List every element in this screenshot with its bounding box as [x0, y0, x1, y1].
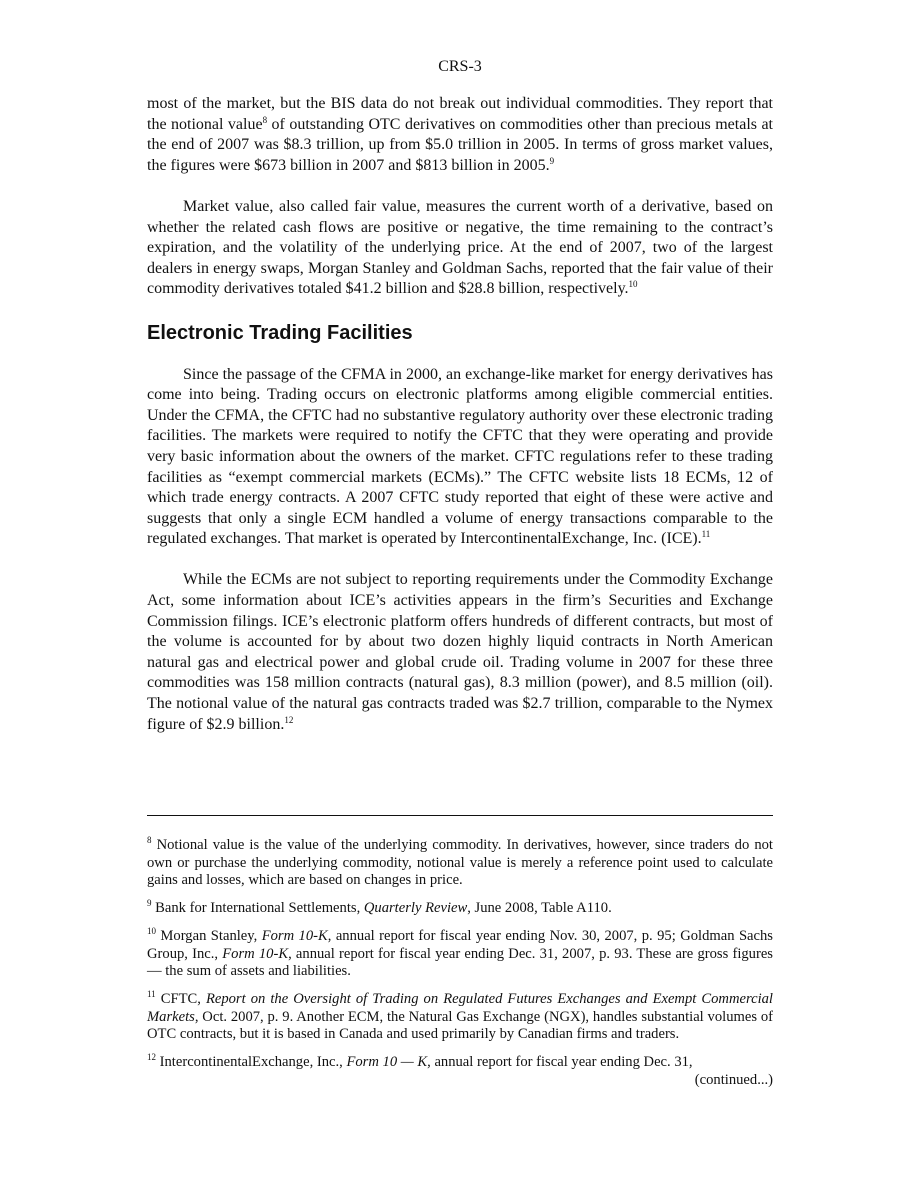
footnote-11: [147, 991, 773, 1044]
footnote-8-text: Notional value is the value of the underlying commodity. In derivatives, however, since traders do not own or purchase the underlying commodity, notional value is merely a reference point used to calculate gains and losses, which are based on changes in price.: [147, 837, 773, 888]
footnote-11-text-a: CFTC,: [155, 991, 206, 1007]
paragraph-1: [147, 94, 773, 176]
footnotes: [147, 837, 773, 1089]
footnote-10-number: 10: [147, 926, 156, 936]
footnote-11-title: Report on the Oversight of Trading on Regulated Futures Exchanges and Exempt Commercial Markets: [147, 991, 773, 1025]
footnote-ref-9[interactable]: 9: [549, 155, 555, 166]
footnote-10-text-b: , annual report for fiscal year ending Nov. 30, 2007, p. 95; Goldman Sachs Group, Inc.,: [147, 928, 773, 962]
footnote-12-text-b: , annual report for fiscal year ending Dec. 31,: [427, 1054, 693, 1070]
paragraph-3-text: Since the passage of the CFMA in 2000, an exchange-like market for energy derivatives has come into being. Trading occurs on electronic platforms among eligible commercial entities. Under the CFMA, the CFTC had no substantive regulatory authority over these electronic trading facilities. The markets were required to notify the CFTC that they were operating and provide very basic information about the owners of the market. CFTC regulations refer to these trading facilities as “exempt commercial markets (ECMs).” The CFTC website lists 18 ECMs, 12 of which trade energy contracts. A 2007 CFTC study reported that eight of these were active and suggests that only a single ECM handled a volume of energy transactions comparable to the regulated exchanges. That market is operated by IntercontinentalExchange, Inc. (ICE).: [147, 365, 773, 548]
paragraph-4: [147, 570, 773, 735]
body-text: [147, 94, 773, 756]
footnote-9-title: Quarterly Review: [363, 900, 468, 916]
paragraph-1-text-b: of outstanding OTC derivatives on commodities other than precious metals at the end of 2007 was $8.3 trillion, up from $5.0 trillion in 2005. In terms of gross market values, the figures were $673 billion in 2007 and $813 billion in 2005.: [147, 115, 774, 174]
paragraph-4-text: While the ECMs are not subject to reporting requirements under the Commodity Exchange Act, some information about ICE’s activities appears in the firm’s Securities and Exchange Commission filings. ICE’s electronic platform offers hundreds of different contracts, but most of the volume is accounted for by about two dozen highly liquid contracts in North American natural gas and electrical power and global crude oil. Trading volume in 2007 for these three commodities was 158 million contracts (natural gas), 8.3 million (power), and 8.5 million (oil). The notional value of the natural gas contracts traded was $2.7 trillion, comparable to the Nymex figure of $2.9 billion.: [147, 571, 773, 733]
footnote-9-text-b: , June 2008, Table A110.: [467, 900, 612, 916]
footnote-11-text-b: , Oct. 2007, p. 9. Another ECM, the Natural Gas Exchange (NGX), handles substantial volumes of OTC contracts, but it is based in Canada and used primarily by Canadian firms and traders.: [147, 1008, 773, 1042]
section-heading: Electronic Trading Facilities: [147, 321, 413, 344]
footnote-10-title-2: Form 10-K: [222, 945, 289, 962]
footnote-ref-12[interactable]: 12: [284, 714, 294, 725]
footnote-12-title: Form 10 — K: [346, 1054, 428, 1070]
paragraph-1-text-a: most of the market, but the BIS data do not break out individual commodities. They report that the notional value: [147, 95, 773, 133]
footnote-ref-8[interactable]: 8: [262, 114, 268, 125]
footnote-9-number: 9: [147, 898, 152, 908]
footnote-8: [147, 837, 773, 890]
continued-marker: (continued...): [694, 1071, 773, 1088]
footnote-12-number: 12: [147, 1052, 156, 1062]
paragraph-2-text: Market value, also called fair value, measures the current worth of a derivative, based on whether the related cash flows are positive or negative, the time remaining to the contract’s expiration, and the volatility of the underlying price. At the end of 2007, two of the largest dealers in energy swaps, Morgan Stanley and Goldman Sachs, reported that the fair value of their commodity derivatives totaled $41.2 billion and $28.8 billion, respectively.: [147, 197, 773, 298]
footnote-10-text-c: , annual report for fiscal year ending Dec. 31, 2007, p. 93. These are gross figures — the sum of assets and liabilities.: [147, 945, 773, 979]
footnote-10-title-1: Form 10-K: [261, 928, 328, 944]
footnote-ref-11[interactable]: 11: [701, 529, 711, 540]
footnote-10: [147, 928, 773, 981]
paragraph-3: [147, 365, 773, 550]
footnote-12: [147, 1054, 773, 1072]
footnote-10-text-a: Morgan Stanley,: [156, 928, 262, 944]
footnote-ref-10[interactable]: 10: [628, 279, 638, 290]
footnote-11-number: 11: [147, 989, 156, 999]
paragraph-2: [147, 197, 773, 300]
footnote-divider: [147, 815, 773, 816]
page-header: CRS-3: [438, 58, 482, 75]
footnote-9-text-a: Bank for International Settlements,: [151, 900, 364, 916]
footnote-8-number: 8: [147, 835, 152, 845]
footnote-12-text-a: IntercontinentalExchange, Inc.,: [156, 1054, 347, 1070]
footnote-9: [147, 900, 773, 918]
